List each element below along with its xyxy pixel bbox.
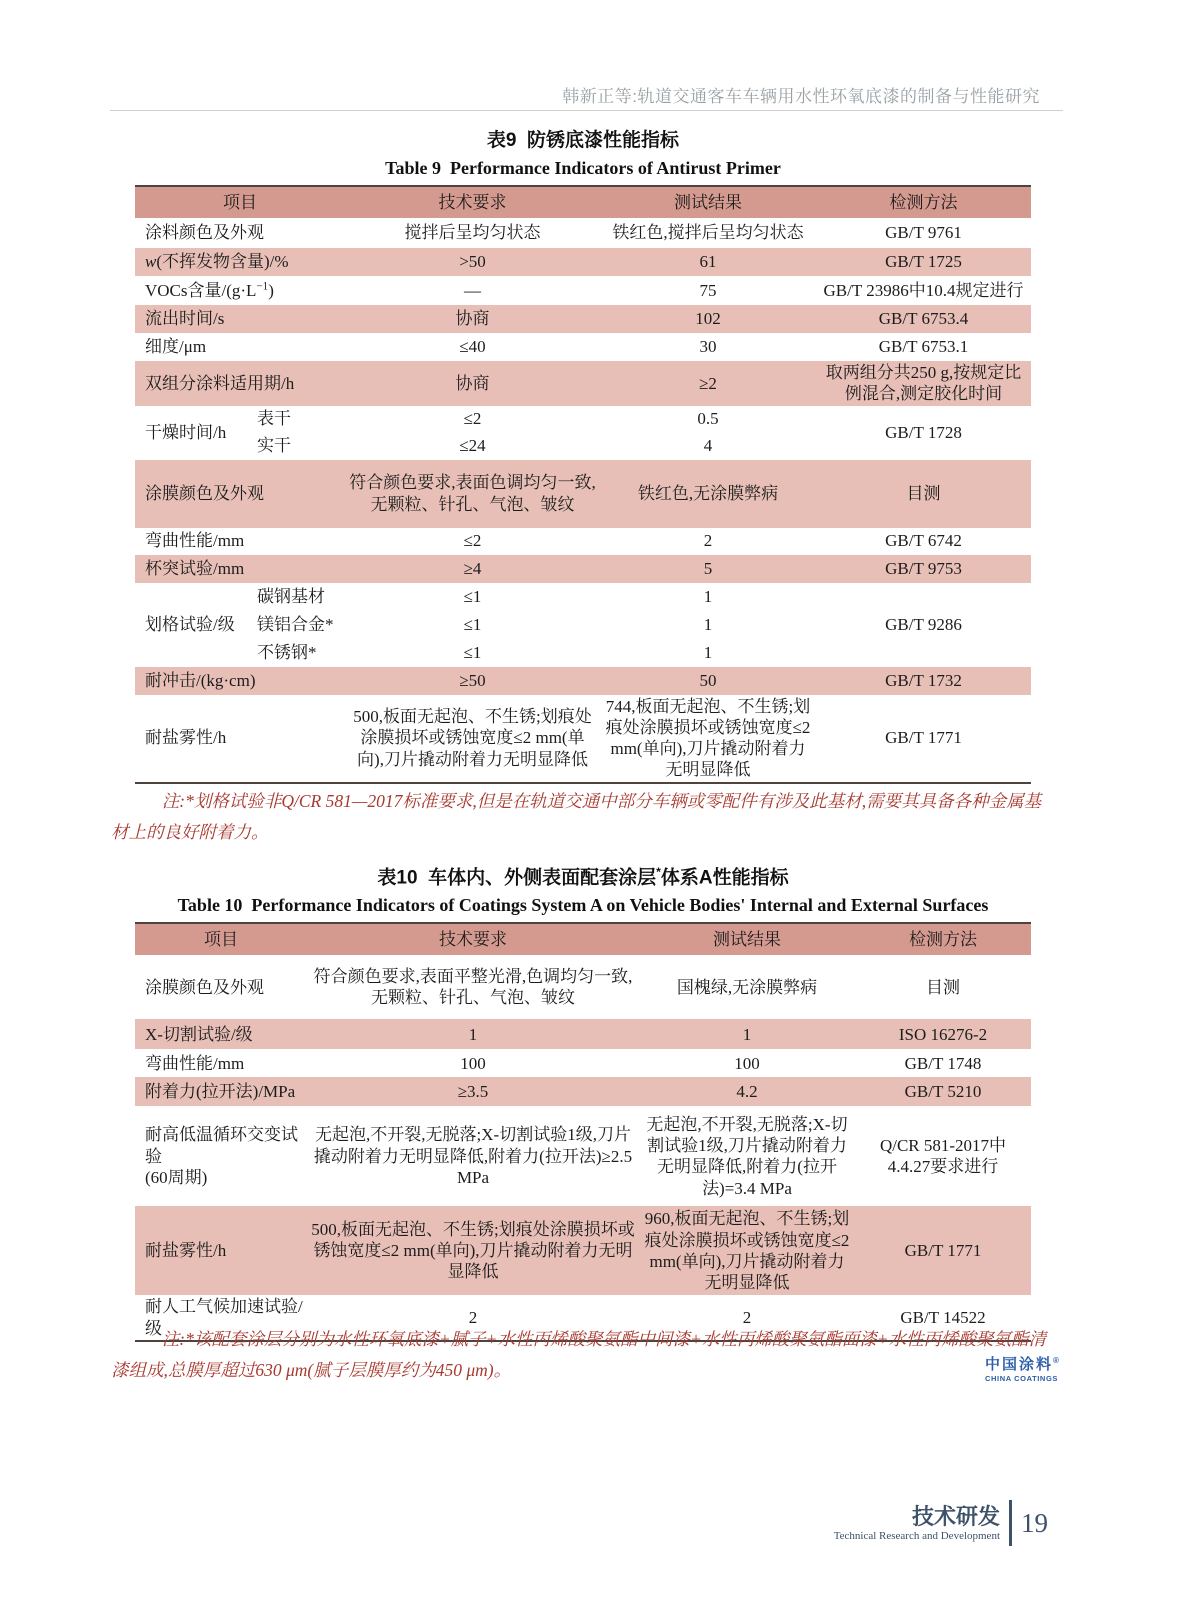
logo-en-text: CHINA COATINGS: [985, 1374, 1058, 1383]
footer-section-cn: 技术研发: [911, 1503, 1000, 1529]
table10-block: [135, 860, 1031, 1342]
t9-row-nonvolatile: [135, 248, 1031, 276]
cell-item: 耐盐雾性/h: [135, 1206, 307, 1295]
cell-item-text: (不挥发物含量)/%: [156, 252, 289, 272]
col-header-requirement: 技术要求: [345, 187, 600, 218]
superscript: *: [656, 865, 661, 879]
cell-item: 涂膜颜色及外观: [145, 977, 264, 997]
title-text: 体系A性能指标: [660, 867, 789, 889]
logo-cn-text: [985, 1352, 1059, 1374]
cell-res: 5: [600, 555, 816, 583]
cell-res: 1: [703, 586, 713, 606]
cell-req: 符合颜色要求,表面平整光滑,色调均匀一致,无颗粒、针孔、气泡、皱纹: [313, 967, 633, 1008]
cell-res: 铁红色,搅拌后呈均匀状态: [612, 223, 804, 243]
t10-row-film-color: [135, 955, 1031, 1019]
cell-res: 国槐绿,无涂膜弊病: [676, 977, 818, 997]
cell-req: ≤2: [463, 409, 482, 429]
cell-res: 50: [600, 667, 816, 695]
running-head: 韩新正等:轨道交通客车车辆用水性环氧底漆的制备与性能研究: [562, 87, 1040, 106]
cell-res: 无起泡,不开裂,无脱落;X-切割试验1级,刀片撬动附着力无明显降低,附着力(拉开法)=3.4 MPa: [646, 1114, 848, 1198]
cell-res: 960,板面无起泡、不生锈;划痕处涂膜损坏或锈蚀宽度≤2 mm(单向),刀片撬动附着力无明显降低: [639, 1206, 855, 1295]
cell-item-text: VOCs含量/(g·L: [145, 280, 257, 300]
cell-req: 100: [460, 1053, 486, 1073]
cell-method: GB/T 5210: [855, 1077, 1031, 1106]
cell-item-line2: (60周期): [145, 1167, 208, 1187]
t9-row-vocs: [135, 276, 1031, 305]
cell-method: GB/T 9761: [885, 223, 962, 243]
cell-item: [135, 276, 345, 305]
cell-req: 搅拌后呈均匀状态: [404, 223, 541, 243]
table10-title-en: Table 10 Performance Indicators of Coatings System A on Vehicle Bodies' Internal and External Surfaces: [177, 895, 989, 916]
cell-subitem: 不锈钢*: [257, 642, 317, 662]
col-header-requirement: 技术要求: [307, 924, 639, 955]
cell-req: 符合颜色要求,表面色调均匀一致,无颗粒、针孔、气泡、皱纹: [345, 460, 600, 528]
cell-res: 75: [699, 280, 717, 300]
t9-row-salt-spray: [135, 695, 1031, 782]
col-header-result: 测试结果: [639, 924, 855, 955]
t9-row-cupping: [135, 555, 1031, 583]
cell-item: 杯突试验/mm: [135, 555, 345, 583]
cell-item: X-切割试验/级: [135, 1019, 307, 1049]
cell-item: 弯曲性能/mm: [145, 1053, 245, 1073]
cell-res: 2: [703, 531, 713, 551]
t9-row-film-color: [135, 460, 1031, 528]
cell-method: GB/T 1771: [885, 728, 962, 748]
cell-method: GB/T 1725: [816, 248, 1031, 276]
cell-req: 1: [307, 1019, 639, 1049]
t9-row-crosscut-carbon: [135, 583, 1031, 611]
cell-method: 目测: [816, 460, 1031, 528]
cell-res: 1: [703, 614, 713, 634]
cell-method: GB/T 9753: [816, 555, 1031, 583]
cell-req: 500,板面无起泡、不生锈;划痕处涂膜损坏或锈蚀宽度≤2 mm(单向),刀片撬动附着力无明显降低: [307, 1206, 639, 1295]
cell-res: 4.2: [639, 1077, 855, 1106]
italic-w: w: [145, 252, 157, 272]
cell-req: ≤1: [463, 614, 482, 634]
t9-row-bending: [135, 528, 1031, 555]
table10-header-row: [135, 924, 1031, 955]
t9-row-flow-time: [135, 305, 1031, 333]
cell-res: ≥2: [600, 361, 816, 406]
t9-row-impact: [135, 667, 1031, 695]
cell-item: [135, 1106, 307, 1206]
cell-res: 61: [600, 248, 816, 276]
cell-req: 无起泡,不开裂,无脱落;X-切割试验1级,刀片撬动附着力无明显降低,附着力(拉开法)≥2.5 MPa: [313, 1125, 633, 1187]
cell-method: GB/T 6742: [885, 531, 962, 551]
cell-res: 102: [600, 305, 816, 333]
cell-item: 双组分涂料适用期/h: [135, 361, 345, 406]
cell-method: GB/T 1728: [885, 422, 962, 442]
cell-req: ≥50: [345, 667, 600, 695]
page-footer: [834, 1500, 1048, 1546]
footer-labels: [834, 1504, 1000, 1543]
cell-res: 1: [703, 642, 713, 662]
col-header-item: 项目: [135, 924, 307, 955]
cell-req: >50: [345, 248, 600, 276]
t10-row-bending: [135, 1049, 1031, 1077]
cell-item: 耐盐雾性/h: [145, 728, 227, 748]
table9-header-row: [135, 187, 1031, 218]
cell-item-text: ): [268, 280, 274, 300]
cell-method: GB/T 14522: [900, 1307, 986, 1327]
t10-row-xcut: [135, 1019, 1031, 1049]
col-header-method: 检测方法: [855, 924, 1031, 955]
cell-req: ≤1: [463, 642, 482, 662]
cell-item: 干燥时间/h: [145, 422, 227, 442]
cell-item: 涂膜颜色及外观: [135, 460, 345, 528]
cell-method: GB/T 1748: [904, 1053, 982, 1073]
superscript: −1: [256, 280, 269, 293]
t9-row-pot-life: [135, 361, 1031, 406]
cell-item: 涂料颜色及外观: [145, 223, 264, 243]
t9-row-paint-color: [135, 218, 1031, 248]
cell-method: GB/T 9286: [885, 614, 962, 634]
table9: [135, 185, 1031, 784]
cell-req: —: [464, 280, 481, 300]
footer-section-en: Technical Research and Development: [833, 1529, 1000, 1542]
cell-item: 细度/μm: [145, 337, 207, 357]
col-header-item: 项目: [135, 187, 345, 218]
table10-footnote: 注:*该配套涂层分别为水性环氧底漆+腻子+水性丙烯酸聚氨酯中间漆+水性丙烯酸聚氨酯面漆+水性丙烯酸聚氨酯清漆组成,总膜厚超过630 μm(腻子层膜厚约为450 μm)。: [111, 1329, 1047, 1380]
table10-title-cn: [135, 860, 1031, 890]
t10-row-thermal-cycle: [135, 1106, 1031, 1206]
cell-res: 0.5: [697, 409, 719, 429]
title-text: 表10 车体内、外侧表面配套涂层: [377, 867, 657, 889]
cell-item: 耐人工气候加速试验/级: [145, 1297, 303, 1338]
cell-method: Q/CR 581-2017中4.4.27要求进行: [879, 1136, 1007, 1177]
table9-footnote: 注:*划格试验非Q/CR 581—2017标准要求,但是在轨道交通中部分车辆或零配件有涉及此基材,需要其具备各种金属基材上的良好附着力。: [111, 791, 1042, 842]
cell-item: 划格试验/级: [145, 614, 235, 634]
registered-mark: ®: [1053, 1356, 1059, 1365]
cell-item: 弯曲性能/mm: [145, 531, 245, 551]
cell-subitem: 镁铝合金*: [257, 614, 334, 634]
cell-res: 铁红色,无涂膜弊病: [600, 460, 816, 528]
cell-req: ≤2: [463, 531, 482, 551]
cell-method: GB/T 1732: [816, 667, 1031, 695]
cell-method: 取两组分共250 g,按规定比例混合,测定胶化时间: [816, 361, 1031, 406]
table9-title-en: Table 9 Performance Indicators of Antirust Primer: [385, 158, 781, 178]
cell-method: ISO 16276-2: [855, 1019, 1031, 1049]
cell-res: 2: [742, 1307, 752, 1327]
col-header-method: 检测方法: [816, 187, 1031, 218]
cell-method: GB/T 6753.4: [816, 305, 1031, 333]
cell-item: 附着力(拉开法)/MPa: [135, 1077, 307, 1106]
cell-method: GB/T 1771: [855, 1206, 1031, 1295]
col-header-result: 测试结果: [600, 187, 816, 218]
table9-block: [135, 129, 1031, 784]
t10-row-adhesion: [135, 1077, 1031, 1106]
cell-item: [135, 248, 345, 276]
cell-req: ≤40: [459, 337, 486, 357]
cell-res: 1: [639, 1019, 855, 1049]
cell-subitem: 实干: [257, 436, 291, 456]
cell-res: 30: [699, 337, 717, 357]
cell-req: ≥4: [345, 555, 600, 583]
cell-res: 4: [703, 436, 713, 456]
cell-method: GB/T 6753.1: [878, 337, 969, 357]
t10-row-salt-spray: [135, 1206, 1031, 1295]
cell-method: GB/T 23986中10.4规定进行: [823, 280, 1024, 300]
cell-res: 744,板面无起泡、不生锈;划痕处涂膜损坏或锈蚀宽度≤2 mm(单向),刀片撬动附着力无明显降低: [605, 696, 811, 780]
table9-title-cn: 表9 防锈底漆性能指标: [486, 130, 680, 151]
logo-cn: 中国涂料: [985, 1356, 1054, 1373]
cell-req: 2: [468, 1307, 478, 1327]
cell-req: 协商: [345, 361, 600, 406]
cell-subitem: 表干: [257, 409, 291, 429]
cell-req: ≤1: [463, 586, 482, 606]
page-number: 19: [1021, 1508, 1048, 1538]
china-coatings-logo: [985, 1352, 1059, 1384]
t9-row-dry-surface: [135, 406, 1031, 433]
cell-req: 协商: [345, 305, 600, 333]
cell-subitem: 碳钢基材: [257, 586, 325, 606]
cell-req: ≤24: [459, 436, 486, 456]
cell-item-line1: 耐高低温循环交变试验: [145, 1125, 298, 1166]
cell-res: 100: [734, 1053, 760, 1073]
cell-item: 耐冲击/(kg·cm): [135, 667, 345, 695]
cell-method: 目测: [926, 977, 960, 997]
cell-req: 500,板面无起泡、不生锈;划痕处涂膜损坏或锈蚀宽度≤2 mm(单向),刀片撬动附着力无明显降低: [353, 707, 592, 769]
footer-divider: [1009, 1500, 1012, 1546]
cell-req: ≥3.5: [307, 1077, 639, 1106]
t9-row-fineness: [135, 333, 1031, 361]
table10: [135, 922, 1031, 1342]
cell-item: 流出时间/s: [135, 305, 345, 333]
header-rule: [110, 110, 1063, 111]
